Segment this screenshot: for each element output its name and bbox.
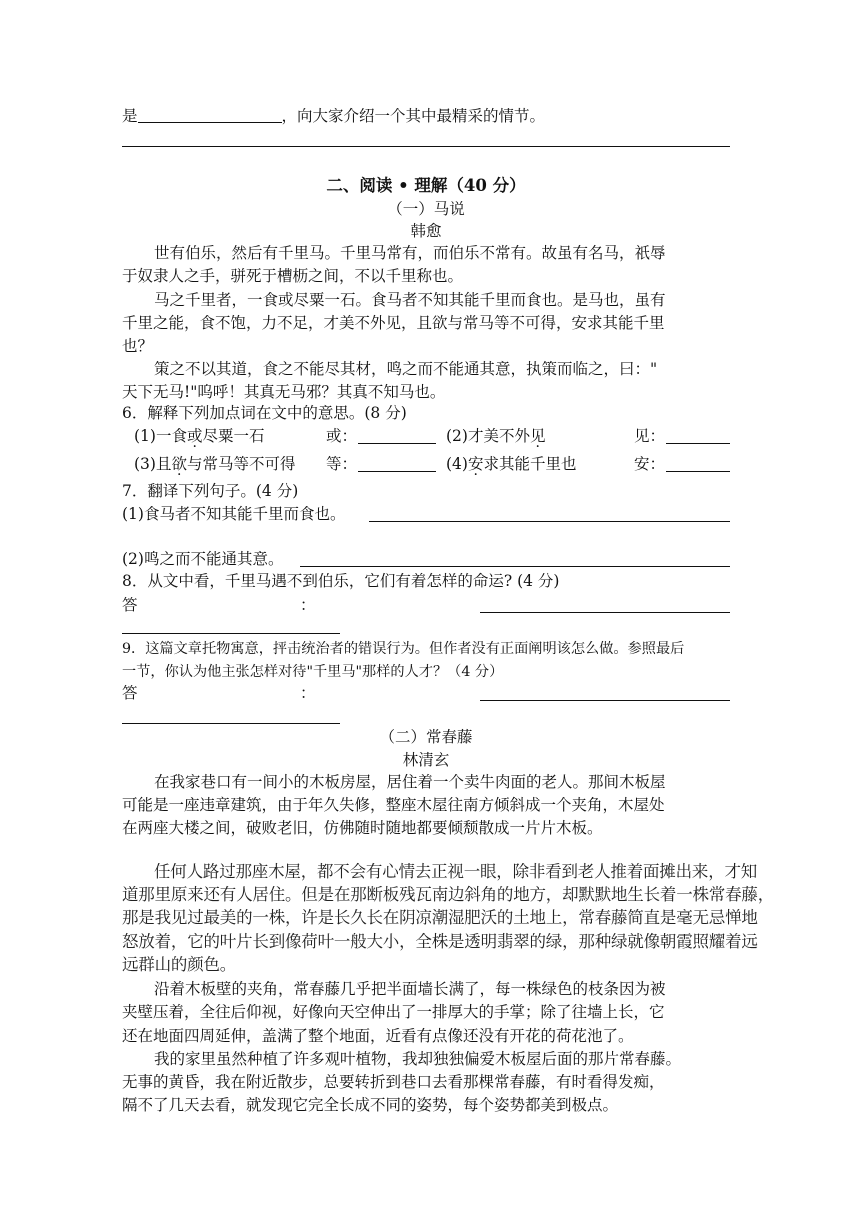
passage1-author: 韩愈 <box>410 222 442 240</box>
passage2-line: 怒放着，它的叶片长到像荷叶一般大小，全株是透明翡翠的绿，那种绿就像朝霞照耀着远 <box>122 932 758 951</box>
q7-sentence-2: (2)鸣之而不能通其意。 <box>122 550 284 568</box>
passage2-author: 林清玄 <box>402 751 450 769</box>
answer-rule <box>122 146 730 147</box>
passage2-line: 无事的黄昏，我在附近散步，总要转折到巷口去看那棵常春藤，有时看得发痴， <box>122 1073 665 1091</box>
q6-stem: 6．解释下列加点词在文中的意思。(8 分) <box>122 404 407 422</box>
dotted-word: 安 <box>467 455 484 473</box>
q8-stem: 8．从文中看，千里马遇不到伯乐，它们有着怎样的命运? (4 分) <box>122 572 560 590</box>
passage1-line: 于奴隶人之手，骈死于槽枥之间，不以千里称也。 <box>122 267 464 285</box>
q8-answer-colon: ： <box>300 596 316 614</box>
passage2-line: 远群山的颜色。 <box>122 955 237 974</box>
q6-item-2-label: 见： <box>634 427 666 445</box>
top-suffix: ，向大家介绍一个其中最精采的情节。 <box>281 107 546 125</box>
q6-answer-blank[interactable] <box>358 456 436 472</box>
dotted-word: 欲 <box>171 455 187 473</box>
q6-item-3-text: (3)且 <box>134 455 172 473</box>
q7-answer-blank[interactable] <box>300 551 730 567</box>
passage2-line: 在两座大楼之间，破败老旧，仿佛随时随地都要倾颓散成一片片木板。 <box>122 819 603 837</box>
q9-answer-colon: ： <box>300 684 316 702</box>
q6-item-4-text: (4) <box>446 455 468 473</box>
q9-stem-line: 9．这篇文章托物寓意，抨击统治者的错误行为。但作者没有正面阐明该怎么做。参照最后 <box>122 641 685 657</box>
q6-item-4-label: 安： <box>634 455 666 473</box>
q7-stem: 7．翻译下列句子。(4 分) <box>122 482 299 500</box>
passage2-title: （二）常春藤 <box>379 728 473 746</box>
passage2-line: 夹壁压着，全往后仰视，好像向天空伸出了一排厚大的手掌；除了往墙上长，它 <box>122 1003 665 1021</box>
passage2-line: 道那里原来还有人居住。但是在那断板残瓦南边斜角的地方，却默默地生长着一株常春藤， <box>122 885 775 904</box>
passage2-line: 我的家里虽然种植了许多观叶植物，我却独独偏爱木板屋后面的那片常春藤。 <box>154 1050 682 1068</box>
passage1-line: 天下无马!"呜呼！其真无马邪？其真不知马也。 <box>122 383 446 401</box>
top-prefix: 是 <box>122 107 138 125</box>
q8-answer-label: 答 <box>122 596 138 614</box>
q7-answer-blank[interactable] <box>369 506 730 522</box>
q8-answer-rule[interactable] <box>122 633 340 634</box>
passage1-line: 世有伯乐，然后有千里马。千里马常有，而伯乐不常有。故虽有名马，祇辱 <box>154 244 666 262</box>
q6-item-3-label: 等： <box>326 455 358 473</box>
q6-item-3-text: 与常马等不可得 <box>186 455 296 473</box>
q6-item-4-text: 求其能千里也 <box>483 455 577 473</box>
q6-item-1-label: 或： <box>326 427 358 445</box>
q6-item-1-text: 尽粟一石 <box>202 427 265 445</box>
q6-answer-blank[interactable] <box>666 456 730 472</box>
passage1-title: （一）马说 <box>387 200 465 218</box>
passage1-line: 马之千里者，一食或尽粟一石。食马者不知其能千里而食也。是马也，虽有 <box>154 291 666 309</box>
q6-item-3 <box>134 454 296 474</box>
passage2-line: 那是我见过最美的一株，许是长久长在阴凉潮湿肥沃的土地上，常春藤简直是毫无忌惮地 <box>122 908 758 927</box>
passage2-line: 在我家巷口有一间小的木板房屋，居住着一个卖牛肉面的老人。那间木板屋 <box>154 773 666 791</box>
passage2-line: 任何人路过那座木屋，都不会有心情去正视一眼，除非看到老人推着面摊出来，才知 <box>154 862 758 881</box>
passage2-line: 还在地面四周延伸，盖满了整个地面，近看有点像还没有开花的荷花池了。 <box>122 1027 634 1045</box>
q9-answer-blank[interactable] <box>480 685 730 701</box>
q6-answer-blank[interactable] <box>358 428 436 444</box>
q6-item-1 <box>134 426 265 446</box>
q9-answer-label: 答 <box>122 684 138 702</box>
q6-item-1-text: (1)一食 <box>134 427 187 445</box>
passage2-line: 沿着木板壁的夹角，常春藤几乎把半面墙长满了，每一株绿色的枝条因为被 <box>154 980 666 998</box>
passage1-line: 也？ <box>122 337 154 355</box>
section-title: 二、阅读 • 理解（40 分） <box>326 176 526 195</box>
top-fill-line <box>122 106 545 126</box>
q6-item-4 <box>446 454 577 474</box>
dotted-word: 或 <box>186 427 203 445</box>
top-answer-blank[interactable] <box>138 107 282 123</box>
passage2-line: 隔不了几天去看，就发现它完全长成不同的姿势，每个姿势都美到极点。 <box>122 1096 619 1114</box>
passage1-line: 策之不以其道，食之不能尽其材，鸣之而不能通其意，执策而临之，曰：" <box>154 360 658 378</box>
passage1-line: 千里之能，食不饱，力不足，才美不外见，且欲与常马等不可得，安求其能千里 <box>122 314 665 332</box>
q6-item-2-text: (2)才美不外 <box>446 427 530 445</box>
q9-answer-rule[interactable] <box>122 723 340 724</box>
q8-answer-blank[interactable] <box>480 597 730 613</box>
q6-item-2 <box>446 426 545 446</box>
q9-stem-line: 一节，你认为他主张怎样对待"千里马"那样的人才？（4 分） <box>122 664 504 680</box>
dotted-word: 见 <box>529 427 546 445</box>
passage2-line: 可能是一座违章建筑，由于年久失修，整座木屋往南方倾斜成一个夹角，木屋处 <box>122 796 665 814</box>
q7-sentence-1: (1)食马者不知其能千里而食也。 <box>122 505 346 523</box>
q6-answer-blank[interactable] <box>666 428 730 444</box>
